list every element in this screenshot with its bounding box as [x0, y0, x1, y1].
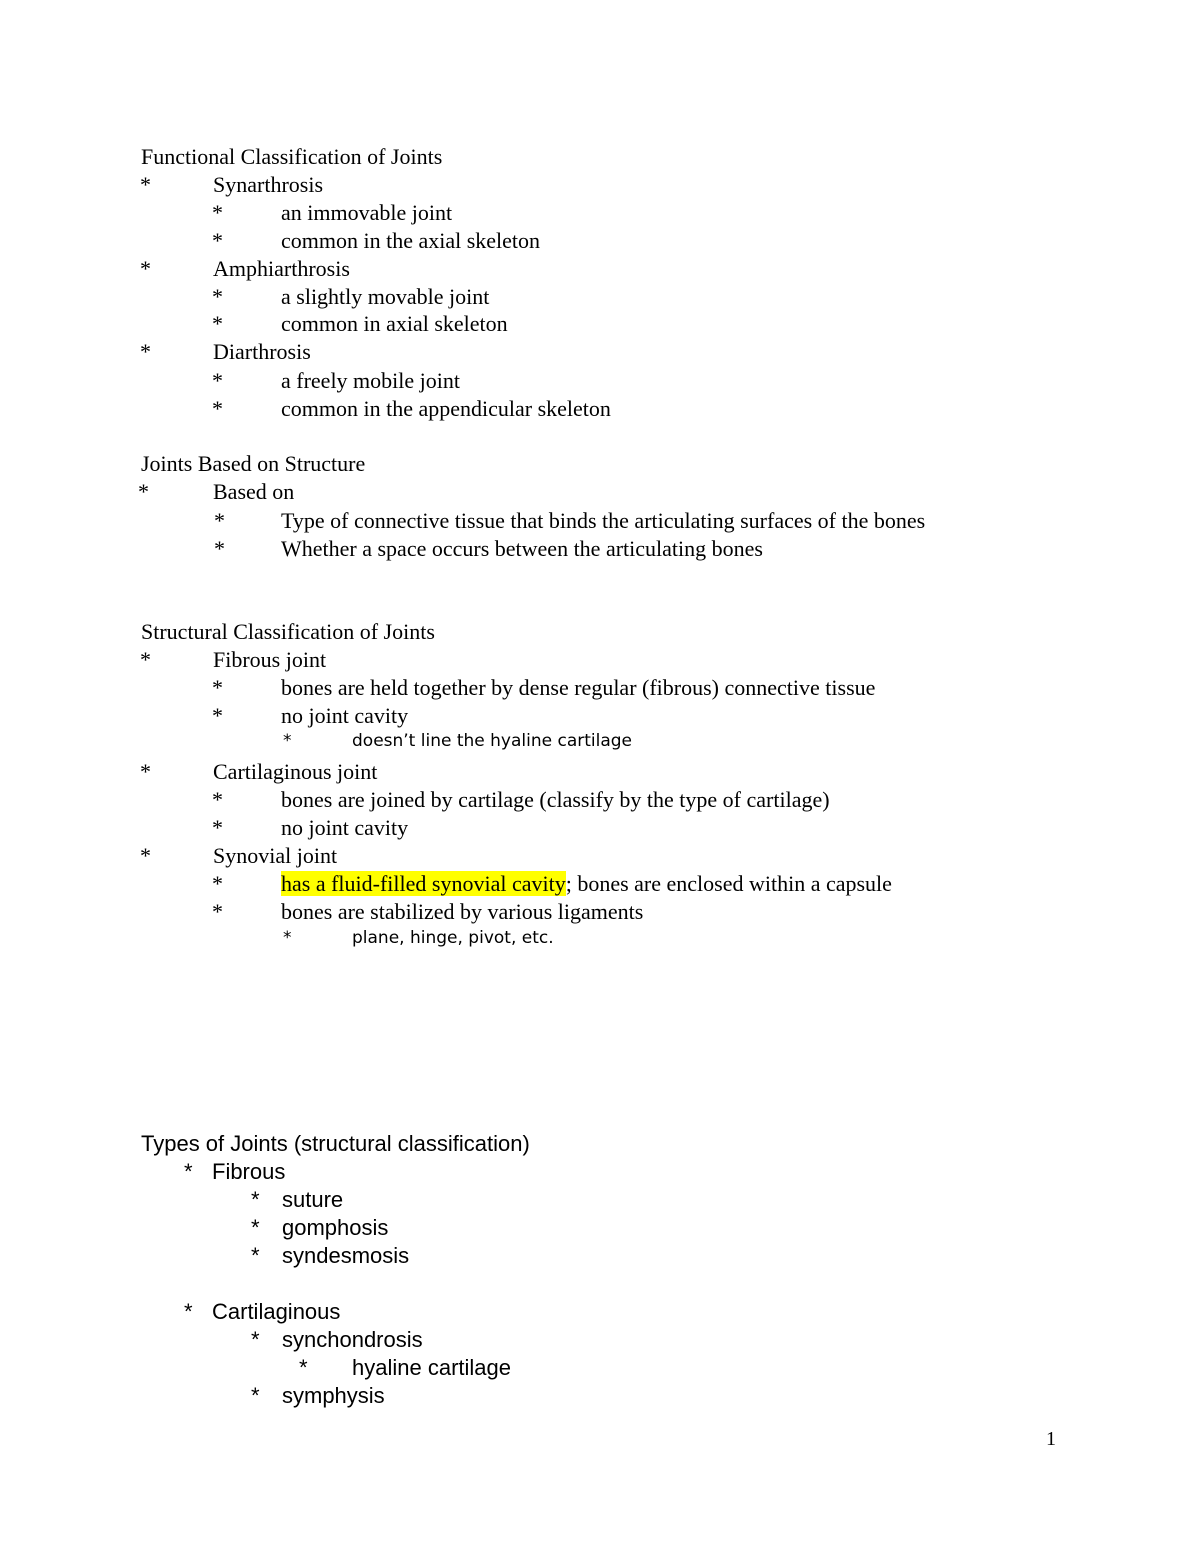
- bullet: *: [212, 200, 223, 225]
- bullet: *: [140, 759, 151, 784]
- bullet: *: [251, 1327, 260, 1352]
- document-page: Functional Classification of Joints * Synarthrosis * an immovable joint * common in the axial skeleton * Amphiarthrosis * a slightly movable joint * common in axial skeleton * Diarthrosis * a freely mobile joint * common in the appendicular skeleton Joints Based on Structure * Based on * Type of connective tissue that binds the articulating surfaces of the bones * Whether a space occurs between the articulating bones Structural Classification of Joints * Fibrous joint * bones are held together by dense regular (fibrous) connective tissue * no joint cavity * doesn’t line the hyaline cartilage * Cartilaginous joint * bones are joined by cartilage (classify by the type of cartilage) * no joint cavity * Synovial joint * has a fluid-filled synovial cavity; bones are enclosed within a capsule * bones are stabilized by various ligaments * plane, hinge, pivot, etc. Types of Joints (structural classification) * Fibrous * suture * gomphosis * syndesmosis * Cartilaginous * synchondrosis * hyaline cartilage * symphysis 1: [138, 144, 1056, 1450]
- bullet: *: [184, 1299, 193, 1324]
- bullet: *: [212, 396, 223, 421]
- bullet: *: [212, 871, 223, 896]
- highlighted-text: has a fluid-filled synovial cavity: [281, 871, 566, 896]
- bullet: *: [140, 843, 151, 868]
- bullet: *: [140, 647, 151, 672]
- bullet: *: [214, 508, 225, 533]
- bullet: *: [251, 1215, 260, 1240]
- bullet: *: [212, 311, 223, 336]
- bullet: *: [184, 1159, 193, 1184]
- bullet: *: [212, 228, 223, 253]
- bullet: *: [212, 675, 223, 700]
- bullet: *: [251, 1187, 260, 1212]
- bullet: *: [283, 928, 292, 948]
- bullet: *: [283, 731, 292, 751]
- bullet: *: [212, 284, 223, 309]
- bullet: *: [299, 1355, 308, 1380]
- bullet: *: [212, 703, 223, 728]
- bullet: *: [212, 787, 223, 812]
- page-number: 1: [1046, 1428, 1056, 1450]
- bullet: *: [138, 479, 149, 504]
- bullet: *: [251, 1243, 260, 1268]
- bullet: *: [251, 1383, 260, 1408]
- bullet: *: [214, 536, 225, 561]
- bullet: *: [140, 256, 151, 281]
- bullet: *: [212, 899, 223, 924]
- bullet: *: [140, 339, 151, 364]
- bullet: *: [212, 368, 223, 393]
- bullet: *: [140, 172, 151, 197]
- bullet: *: [212, 815, 223, 840]
